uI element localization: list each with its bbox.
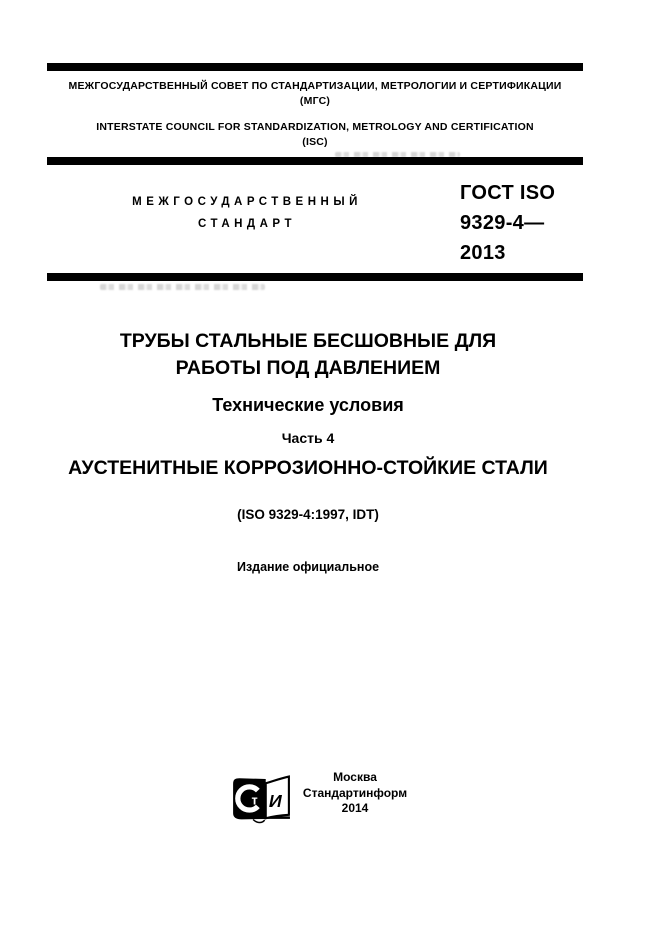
title-line1: ТРУБЫ СТАЛЬНЫЕ БЕСШОВНЫЕ ДЛЯ <box>119 330 497 352</box>
top-rule <box>47 63 583 71</box>
part-label: Часть 4 <box>281 430 335 446</box>
org-abbr-ru: (МГС) <box>299 95 331 107</box>
iso-reference: (ISO 9329-4:1997, IDT) <box>237 507 379 522</box>
standard-kind-line2: СТАНДАРТ <box>198 218 296 230</box>
imprint-text <box>295 770 415 817</box>
imprint-city: Москва <box>333 770 377 784</box>
standartinform-logo-icon <box>231 774 291 824</box>
org-header <box>47 79 583 150</box>
org-abbr-en: (ISC) <box>302 136 328 148</box>
standard-kind-label <box>47 191 447 235</box>
imprint-publisher: Стандартинформ <box>302 785 408 800</box>
imprint-year: 2014 <box>341 801 369 815</box>
part-title: АУСТЕНИТНЫЕ КОРРОЗИОННО-СТОЙКИЕ СТАЛИ <box>68 457 548 479</box>
logo-letter-i: И <box>268 790 282 811</box>
org-name-en: INTERSTATE COUNCIL FOR STANDARDIZATION, METROLOGY AND CERTIFICATION <box>96 121 534 133</box>
standard-code-line2: 9329-4— <box>460 212 545 234</box>
org-name-ru: МЕЖГОСУДАРСТВЕННЫЙ СОВЕТ ПО СТАНДАРТИЗАЦИИ, МЕТРОЛОГИИ И СЕРТИФИКАЦИИ <box>68 80 562 92</box>
scan-artifact <box>100 284 265 290</box>
page-title <box>47 328 569 382</box>
bottom-rule <box>47 273 583 281</box>
edition-note: Издание официальное <box>236 560 380 574</box>
standard-kind-line1: МЕЖГОСУДАРСТВЕННЫЙ <box>132 196 362 208</box>
middle-rule <box>47 157 583 165</box>
logo-letter-t: т <box>251 793 258 808</box>
title-subtitle: Технические условия <box>212 395 404 415</box>
standard-code <box>460 178 600 268</box>
standard-code-line3: 2013 <box>460 242 506 264</box>
standard-code-line1: ГОСТ ISO <box>460 182 556 204</box>
title-line2: РАБОТЫ ПОД ДАВЛЕНИЕМ <box>175 357 441 379</box>
